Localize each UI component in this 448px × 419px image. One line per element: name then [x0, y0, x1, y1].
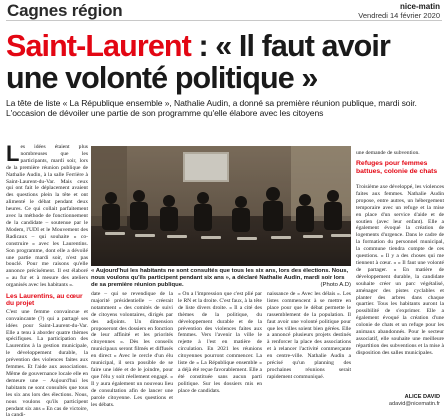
- author-name: ALICE DAVID: [404, 394, 440, 400]
- article-column-4: naissance de « Avec les délais ». Les listes commencent à se mettre en place pour que le débat permette le rassemblement de la population. Il faut avoir une volonté politique pour que les villes soient bien gérées. Elle a annoncé plusieurs projets destinés à renforcer la place des associations et à relancer l'activité commerçante en centre-ville. Nathalie Audin a précisé qu'un planning des prochaines réunions serait rapidement communiqué.: [267, 291, 351, 380]
- author-email: adavid@nicematin.fr: [388, 400, 440, 407]
- masthead: [358, 2, 440, 20]
- article-headline: [6, 30, 446, 94]
- photo-credit: (Photo A.D): [320, 282, 351, 288]
- headline-quote: : « Il faut avoir une volonté politique »: [6, 29, 390, 95]
- article-column-5: Troisième axe développé, les violences faites aux femmes. Nathalie Audin propose, entre autres, un hébergement temporaire avec un refuge et la mise en place d'un service d'aide et de soutien (avec leur enfant). Elle a également évoqué la création de logements d'urgence. Dans le cadre de la formation du personnel municipal, la commune tiendra compte de ces questions. « Il y a des choses qui me tiennent à cœur. » « Il faut une volonté de partager. » En matière de développement durable, la candidate souhaite créer un parc végétalisé, aménager des pistes cyclables et planter des arbres dans chaque quartier. Tous les habitants auront la possibilité de s'exprimer. Elle a également évoqué la création d'une colonie de chats et un refuge pour les animaux abandonnés. Pour le secteur associatif, elle souhaite une meilleure répartition des subventions et la mise à disposition des salles municipales.: [356, 184, 444, 356]
- newspaper-brand: nice-matin: [399, 2, 440, 11]
- subhead-refuges: Refuges pour femmes battues, colonie de chats: [356, 160, 438, 175]
- section-title: Cagnes région: [7, 1, 123, 20]
- article-column-1: [6, 141, 88, 419]
- right-column-lead: une demande de subvention.: [356, 150, 420, 156]
- column1-intro: es idées étaient plus nombreuses que les participants, mardi soir, lors de la première réunion publique de Nathalie Audin, à la salle Ferrière à Saint-Laurent-du-Var. Mais ceux qui ont fait le déplacement avaient des questions plein la tête et ont alimenté le débat pendant deux heures. Ce qui collait parfaitement avec la méthode de fonctionnement de la candidate – soutenue par le Modem, l'UDI et le Mouvement des Radicaux – qui souhaite « co-construire » avec les Laurentins. Son programme, dont elle a dévoilé une partie mardi soir, n'est pas bouclé. Pour me raisons qu'elle annonce précisément. Il est élaboré « au fur et à mesure des ateliers organisés avec les habitants ».: [6, 144, 88, 289]
- column1-body: C'est une femme convaincue et convaincante (?) qui a partagé ses idées pour Saint-Laurent-du-Var. Elle a tenu à aborder quatre thèmes spécifiques. La participation des Laurentins à la gestion municipale, le développement durable, la prévention des violences faites aux femmes. Et l'aide aux associations. Même de gouvernance locale elle en demeure une – Aujourd'hui les habitants ne sont consultés que tous les six ans lors des élections. Nous, nous voulons qu'ils participent pendant six ans » En cas de victoire, la candi-: [6, 308, 88, 419]
- drop-cap: L: [6, 141, 20, 166]
- page-header: [0, 0, 448, 22]
- article-column-3: « On a l'impression que c'est plié par le RN et la droite. C'est faux, à la tête de liste divers droite. » Il a cité des thèmes de la politique, du développement durable et de la prévention des violences faites aux femmes. Vers l'avenir la ville le rejette à l'est en matière de circulation. En 2021 les réunions citoyennes pourront commencer. La liste de « La République ensemble » a déjà été reçue favorablement. Elle a été constituée sans aucun parti politique. Sur les dossiers mis en place de candidats.: [178, 291, 263, 394]
- issue-date: Vendredi 14 février 2020: [358, 11, 440, 20]
- article-column-2: date – qui se revendique de la majorité présidentielle – créerait notamment « des comités de suivi de citoyens volontaires, dirigés par des adjoints. Un dimension proposeront des dossiers en fonction de leur affinité et les priorités citoyennes ». Dès les conseils municipaux seront filmés et diffusés en direct « Avec le cercle d'un élu municipal, il sera possible de se faire une idée et de le joindre, pour que l'élu y soit réellement engagé. » Il y aura également un nouveau lieu de consultation afin de lancer une parole citoyenne. Les questions et les débats.: [91, 291, 173, 408]
- photo-caption: [91, 268, 351, 289]
- article-photo: [91, 146, 351, 266]
- article-lede: La tête de liste « La République ensemble », Nathalie Audin, a donné sa première réunion publique, mardi soir. L'occasion de dévoiler une partie de son programme qu'elle élabore avec les citoyens: [6, 98, 417, 119]
- header-rule: [6, 20, 442, 21]
- headline-place: Saint-Laurent: [6, 29, 191, 63]
- caption-text: « Aujourd'hui les habitants ne sont consultés que tous les six ans, lors des élections. Nous, nous voulons qu'ils participent pendant six ans », a déclaré Nathalie Audin, mardi soir lors de sa première réunion publique.: [91, 268, 349, 288]
- byline: [389, 394, 440, 407]
- subhead-laurentins: Les Laurentins, au cœur du projet: [6, 293, 83, 308]
- meeting-photo-illustration: [91, 146, 351, 266]
